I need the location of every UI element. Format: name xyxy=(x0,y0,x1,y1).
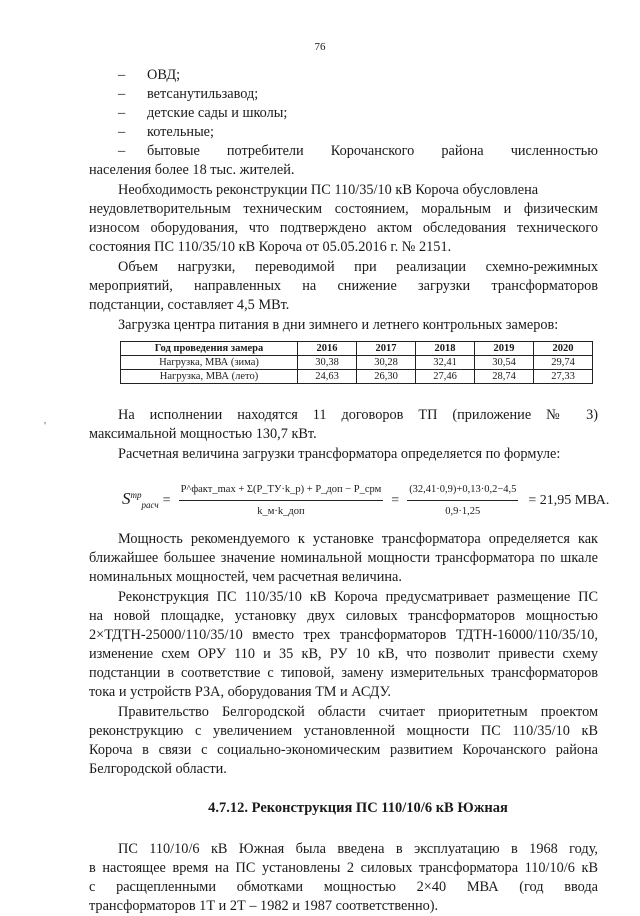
formula-fraction-symbolic: $\frac{\text{P\textasciicircum{}факт\_max + Σ(P\_ТУ·k\_p) + P\_доп − P\_срм}}{\text{k\_м·k\_доп}}$ xyxy=(179,480,384,521)
list-dash: – xyxy=(118,67,126,83)
list-item: – ветсанутильзавод; xyxy=(118,86,259,102)
load-table xyxy=(120,341,593,384)
formula-result: = 21,95 МВА. xyxy=(528,492,610,508)
paragraph-recommended-power: Мощность рекомендуемого к установке трансформатора определяется как ближайшее большее значение номинальной мощности трансформатора по шкале номинальных мощностей, чем расчетная величина. xyxy=(89,531,598,585)
list-item: – детские сады и школы; xyxy=(118,105,288,121)
list-item-continuation: населения более 18 тыс. жителей. xyxy=(89,162,295,178)
paragraph-government-priority: Правительство Белгородской области считает приоритетным проектом реконструкцию с увеличением установленной мощности ПС 110/35/10 кВ Короча в связи с социально-экономическим развитием Корочанского района Белгородской области. xyxy=(89,704,598,777)
load-formula: $S^{тр}_{расч}$ = $\frac{\text{P\textasciicircum{}факт\_max + Σ(P\_ТУ·k\_p) + P\_доп − P\_срм}}{\text{k\_м·k\_доп}}$ = $\frac{(32,41\cdot 0,9)+0,13\cdot 0,2-4,5}{0,9\cdot 1,25}$ = 21,95 МВА. xyxy=(118,472,598,528)
list-dash: – xyxy=(118,143,126,159)
table-header-row: Год проведения замера 2016 2017 2018 2019 2020 xyxy=(121,342,593,356)
list-item: – котельные; xyxy=(118,124,215,140)
margin-mark: ' xyxy=(44,420,46,432)
paragraph-load-volume: Объем нагрузки, переводимой при реализации схемно-режимных мероприятий, направленных на снижение загрузки трансформаторов подстанции, составляет 4,5 МВт. xyxy=(89,259,598,313)
paragraph-reconstruction-need: Необходимость реконструкции ПС 110/35/10 кВ Короча обусловлена неудовлетворительным техническим состоянием, моральным и физическим износом оборудования, что подтверждено актом обследования технического состояния ПС 110/35/10 кВ Короча от 05.05.2016 г. № 2151. xyxy=(89,182,598,255)
list-dash: – xyxy=(118,86,126,102)
list-dash: – xyxy=(118,105,126,121)
paragraph-reconstruction-plan: Реконструкция ПС 110/35/10 кВ Короча предусматривает размещение ПС на новой площадке, установку двух силовых трансформаторов мощностью 2×ТДТН-25000/110/35/10 вместо трех трансформаторов ТДТН-16000/110/35/10, изменение схем ОРУ 110 и 35 кВ, РУ 10 кВ, что позволит привести схему подстанции в соответствие с типовой, замену измерительных трансформаторов тока и устройств РЗА, оборудования ТМ и АСДУ. xyxy=(89,589,598,700)
paragraph-yuzhnaya-substation: ПС 110/10/6 кВ Южная была введена в эксплуатацию в 1968 году, в настоящее время на ПС установлены 2 силовых трансформатора 110/10/6 кВ с расщепленными обмотками мощностью 2×40 МВА (год ввода трансформаторов 1Т и 2Т – 1982 и 1987 соответственно). xyxy=(89,841,598,914)
page-content xyxy=(89,66,610,916)
paragraph-contracts: На исполнении находятся 11 договоров ТП (приложение № 3) максимальной мощностью 130,7 кВт. xyxy=(89,407,598,442)
page-number: 76 xyxy=(314,41,326,53)
formula-lhs: $S^{тр}_{расч}$ xyxy=(122,488,159,510)
formula-fraction-numeric: $\frac{(32,41\cdot 0,9)+0,13\cdot 0,2-4,5}{0,9\cdot 1,25}$ xyxy=(407,480,518,521)
paragraph-formula-intro: Расчетная величина загрузки трансформатора определяется по формуле: xyxy=(118,446,561,462)
section-heading: 4.7.12. Реконструкция ПС 110/10/6 кВ Южная xyxy=(208,800,508,816)
list-item: – ОВД; xyxy=(118,67,181,83)
table-row: Нагрузка, МВА (зима) 30,38 30,28 32,41 30,54 29,74 xyxy=(121,356,593,370)
list-item: – бытовые потребители Корочанского района численностью xyxy=(118,143,598,159)
list-dash: – xyxy=(118,124,126,140)
paragraph-table-intro: Загрузка центра питания в дни зимнего и летнего контрольных замеров: xyxy=(118,317,559,333)
table-row: Нагрузка, МВА (лето) 24,63 26,30 27,46 28,74 27,33 xyxy=(121,370,593,384)
